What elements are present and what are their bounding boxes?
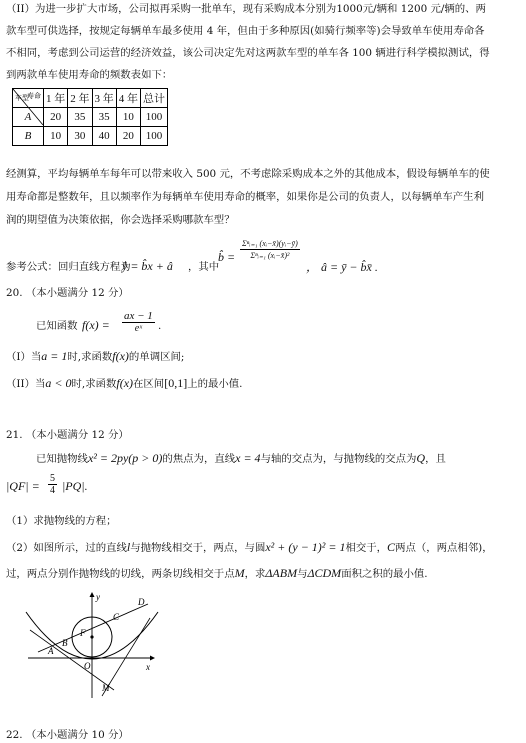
label-b: B [62, 638, 68, 648]
label-d: D [138, 597, 145, 607]
parabola-circle-figure [18, 590, 168, 702]
q20-p2-b: 时,求函数 [71, 378, 117, 390]
q21-part1: （1）求抛物线的方程； [6, 515, 117, 527]
q21-p3-c: 与 [297, 568, 308, 580]
q20-p1-a: （I）当 [6, 351, 42, 363]
label-x: x [146, 662, 150, 672]
q20-p2-interval: [0,1] [164, 376, 188, 390]
table-corner-cell [13, 89, 44, 108]
x-axis-arrow [150, 656, 155, 661]
line-l [38, 604, 148, 652]
q21-qf: |QF| = [6, 479, 40, 493]
q21-fraction [48, 473, 57, 496]
q21-point-m: M [234, 566, 245, 580]
table-cell: 10 [44, 127, 68, 146]
q21-parabola-equation: x² = 2py(p > 0) [87, 451, 163, 465]
q20-given [36, 310, 526, 343]
q20-p1-condition: a = 1 [41, 349, 68, 363]
q21-p2-d: 两点（，两点相邻)， [395, 542, 493, 554]
q20-part2 [6, 376, 522, 391]
part2-line-3: 不相同，考虑到公司运营的经济效益，该公司决定先对这两款车型的单车各 100 辆进行科学模拟测试，得 [6, 47, 490, 59]
table-cell: 35 [92, 108, 116, 127]
label-m: M [102, 683, 110, 693]
formula-mid: ，其中 [188, 261, 220, 273]
q20-fx: f(x) = [82, 318, 110, 332]
part2-line-2: 款车型可供选择，按规定每辆单车最多使用 4 年，但由于多种原因(如骑行频率等)会导致单车使用寿命各 [6, 25, 485, 37]
table-cell: 40 [92, 127, 116, 146]
q21-line-1 [36, 451, 526, 466]
table-header: 2 年 [68, 89, 92, 108]
after-line-1: 经测算，平均每辆单车每年可以带来收入 500 元，不考虑除采购成本之外的其他成本，假设每辆单车的使 [6, 168, 490, 180]
after-line-3: 润的期望值为决策依据，你会选择采购哪款车型？ [6, 214, 235, 226]
q20-given-text: 已知函数 [36, 320, 78, 332]
bhat-fraction [240, 238, 300, 261]
table-cell: 100 [141, 127, 168, 146]
q21-part2-cont [6, 566, 522, 581]
focus-point [90, 635, 93, 638]
q21-part2 [6, 540, 522, 555]
q21-l1-c: 与轴的交点为，与抛物线的交点为 [260, 453, 417, 465]
q20-p2-condition: a < 0 [45, 376, 72, 390]
q20-p1-f: f(x) [112, 349, 129, 363]
q21-l1-b: 的焦点为，直线 [162, 453, 236, 465]
q21-l1-d: ，且 [425, 453, 446, 465]
q21-fraction-den: 4 [50, 485, 55, 496]
row-label: A [13, 108, 44, 127]
q20-p2-d: 上的最小值. [187, 378, 243, 390]
y-axis-arrow [90, 592, 95, 597]
part2-line-4: 到两款单车使用寿命的频数表如下： [6, 69, 173, 81]
q21-circle-equation: x² + (y − 1)² = 1 [265, 540, 346, 554]
part2-line-1: （II）为进一步扩大市场，公司拟再采购一批单车，现有采购成本分别为1000元/辆和 1200 元/辆的、两 [6, 3, 486, 15]
after-line-2: 用寿命都是整数年，且以频率作为每辆单车使用寿命的概率，如果你是公司的负责人，以每辆单车产生利 [6, 191, 484, 203]
bhat-numerator: Σⁿᵢ₌₁ (xᵢ−x̄)(yᵢ−ȳ) [242, 239, 298, 248]
q21-p2-c: 相交于， [345, 542, 388, 554]
q21-line-2 [6, 474, 522, 500]
q21-p3-d: 面积之积的最小值. [341, 568, 428, 580]
q21-p3-b: ，求 [244, 568, 266, 580]
reference-formula [6, 234, 522, 274]
q21-p3-a: 过，两点分别作抛物线的切线，两条切线相交于点 [6, 568, 235, 580]
q21-point-c: C [387, 540, 396, 554]
ahat-formula: ， â = ȳ − b̂x̄ . [306, 260, 378, 274]
q21-line-equation: x = 4 [235, 451, 261, 465]
q20-part1 [6, 349, 522, 364]
row-label: B [13, 127, 44, 146]
q20-denominator: eˣ [134, 323, 143, 334]
q20-numerator: ax − 1 [124, 310, 153, 322]
table-cell: 30 [68, 127, 92, 146]
label-f: F [80, 628, 86, 638]
regression-line-equation: ŷ = b̂x + â [122, 259, 173, 273]
table-cell: 35 [68, 108, 92, 127]
corner-label-top: 寿命 [27, 92, 41, 100]
formula-prefix: 参考公式：回归直线方程为 [6, 261, 131, 273]
q21-point-q: Q [416, 451, 426, 465]
q21-fraction-num: 5 [50, 473, 55, 484]
table-row [13, 127, 168, 146]
q20-p2-c: 在区间 [133, 378, 165, 390]
table-header: 3 年 [92, 89, 116, 108]
table-header: 总计 [141, 89, 168, 108]
q21-p2-b: 与抛物线相交于，两点，与圆 [130, 542, 266, 554]
q21-triangle-abm: ΔABM [265, 566, 298, 580]
q22-heading: 22. （本小题满分 10 分） [6, 729, 129, 741]
q21-l1-a: 已知抛物线 [36, 453, 88, 465]
label-c: C [113, 612, 120, 622]
q20-p1-c: 的单调区间; [128, 351, 185, 363]
lifespan-frequency-table [12, 88, 168, 146]
bhat-label: b̂ = [218, 250, 236, 264]
q20-fraction [122, 311, 155, 334]
q21-p2-a: （2）如图所示，过的直线 [6, 542, 127, 554]
table-header: 4 年 [116, 89, 140, 108]
q20-dot: . [158, 320, 162, 332]
label-a: A [48, 646, 54, 656]
q21-heading: 21. （本小题满分 12 分） [6, 429, 129, 441]
q20-p2-f: f(x) [116, 376, 134, 390]
table-header: 1 年 [44, 89, 68, 108]
table-cell: 10 [116, 108, 140, 127]
corner-label-bottom: 车型 [15, 94, 29, 102]
q21-line-l: l [126, 540, 131, 554]
q20-p2-a: （II）当 [6, 378, 46, 390]
q20-p1-b: 时,求函数 [67, 351, 113, 363]
q21-triangle-cdm: ΔCDM [307, 566, 342, 580]
table-cell: 20 [44, 108, 68, 127]
label-y: y [96, 592, 100, 602]
table-cell: 20 [116, 127, 140, 146]
bhat-denominator: Σⁿᵢ₌₁ (xᵢ−x̄)² [250, 251, 290, 260]
q20-heading: 20. （本小题满分 12 分） [6, 287, 129, 299]
q21-pq: |PQ|. [62, 479, 88, 493]
label-o: O [84, 661, 91, 671]
table-cell: 100 [141, 108, 168, 127]
